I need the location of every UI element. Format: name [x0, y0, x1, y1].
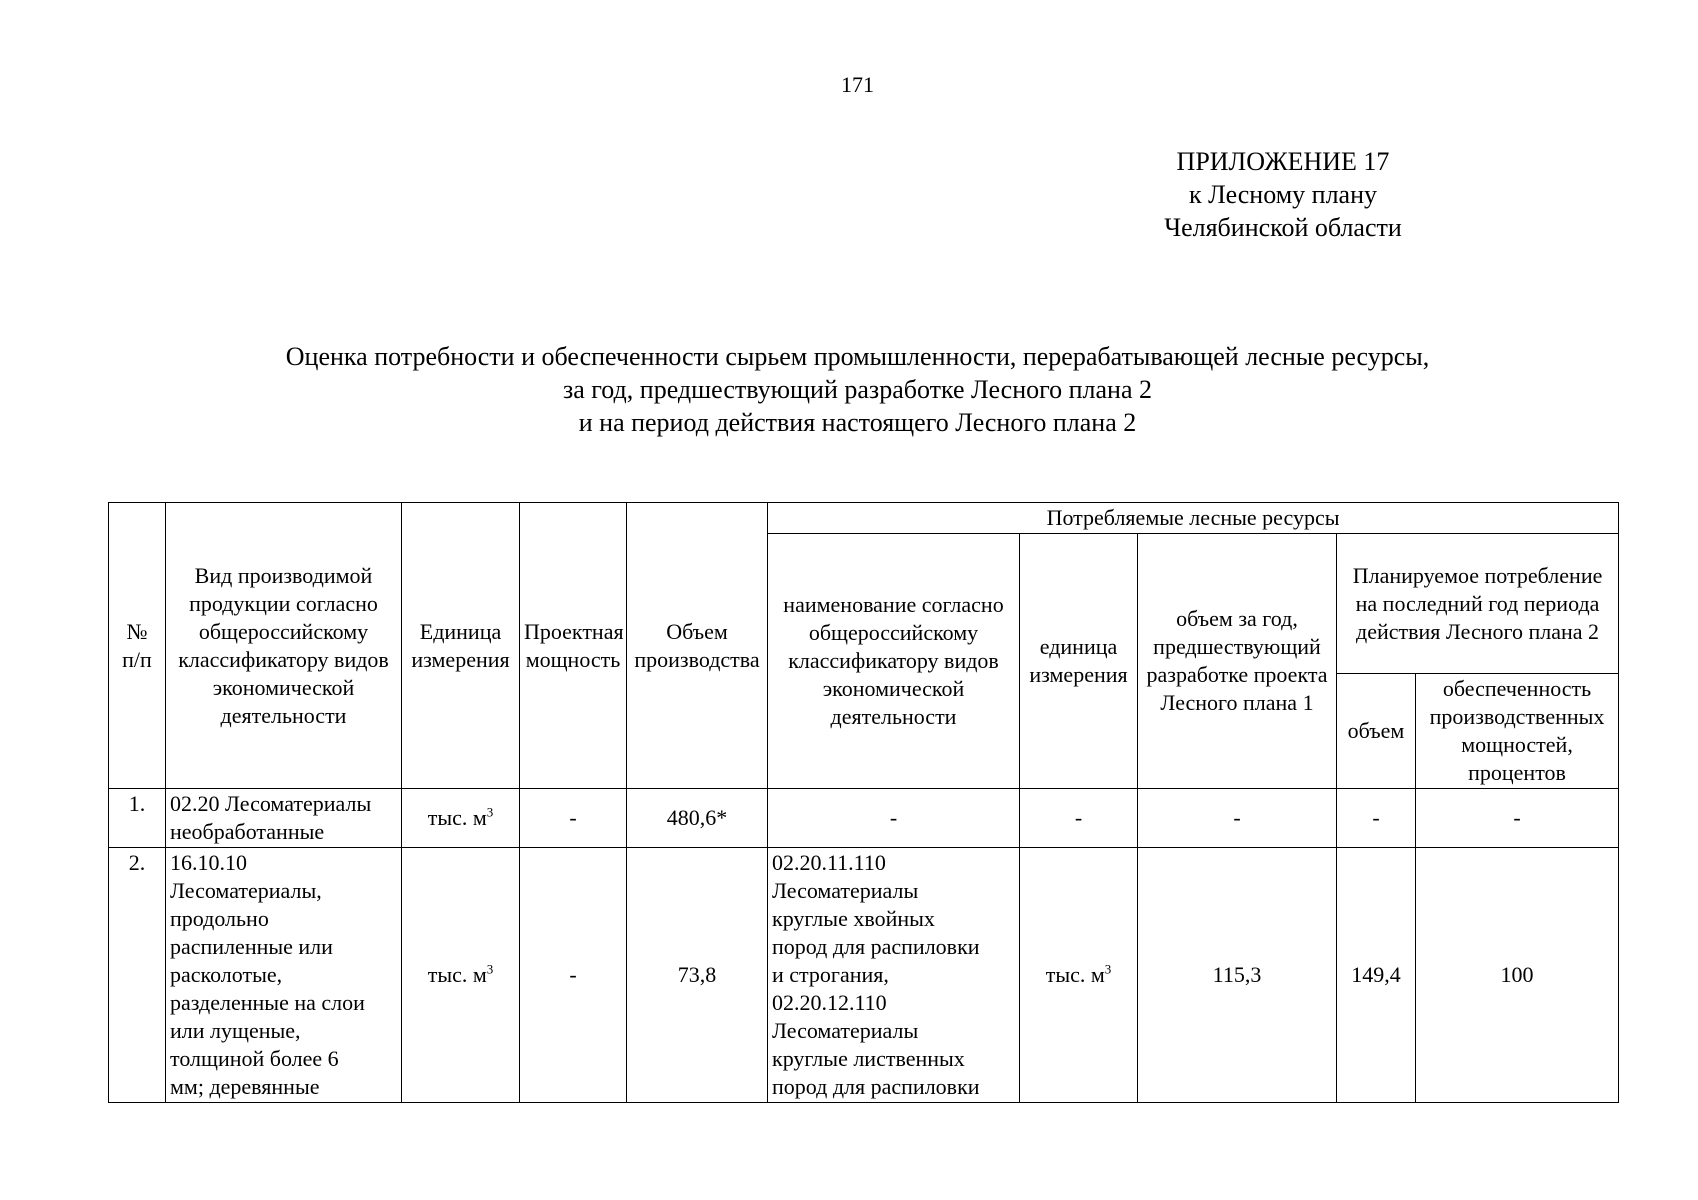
- header-unit: Единица измерения: [402, 503, 520, 789]
- header-planned-volume: объем: [1337, 674, 1416, 789]
- page-number: 171: [841, 72, 874, 97]
- row-unit: тыс. $м^3$: [402, 789, 520, 848]
- table-row: [109, 789, 1619, 848]
- appendix-line-3: Челябинской области: [1164, 213, 1402, 242]
- row-product: 16.10.10 Лесоматериалы, продольно распиленные или расколотые, разделенные на слои или лущеные, толщиной более 6 мм; деревянные: [166, 848, 402, 1103]
- header-resource-year-volume: объем за год, предшествующий разработке проекта Лесного плана 1: [1138, 534, 1337, 789]
- header-volume: Объем производства: [627, 503, 768, 789]
- resources-table: [108, 502, 1619, 1103]
- header-consumed-resources: Потребляемые лесные ресурсы: [768, 503, 1619, 534]
- table-row: [109, 848, 1619, 1103]
- header-planned-consumption: Планируемое потребление на последний год периода действия Лесного плана 2: [1337, 534, 1619, 674]
- header-num: № п/п: [109, 503, 166, 789]
- row-volume: 73,8: [627, 848, 768, 1103]
- title-line-1: Оценка потребности и обеспеченности сырьем промышленности, перерабатывающей лесные ресурсы,: [285, 342, 1430, 371]
- row-planned-supply: 100: [1416, 848, 1619, 1103]
- row-resource-name: -: [768, 789, 1020, 848]
- appendix-heading: [1123, 145, 1443, 244]
- row-resource-name: 02.20.11.110 Лесоматериалы круглые хвойных пород для распиловки и строгания, 02.20.12.110 Лесоматериалы круглые лиственных пород для распиловки: [768, 848, 1020, 1103]
- row-resource-unit: тыс. $м^3$: [1020, 848, 1138, 1103]
- row-planned-volume: -: [1337, 789, 1416, 848]
- header-resource-unit: единица измерения: [1020, 534, 1138, 789]
- row-unit: тыс. $м^3$: [402, 848, 520, 1103]
- title-line-2: за год, предшествующий разработке Лесного плана 2: [562, 375, 1153, 404]
- row-planned-volume: 149,4: [1337, 848, 1416, 1103]
- row-resource-year-volume: 115,3: [1138, 848, 1337, 1103]
- title-line-3: и на период действия настоящего Лесного плана 2: [578, 408, 1137, 437]
- document-title: [0, 340, 1698, 439]
- header-resource-name: наименование согласно общероссийскому классификатору видов экономической деятельности: [768, 534, 1020, 789]
- row-resource-year-volume: -: [1138, 789, 1337, 848]
- row-capacity: -: [520, 789, 627, 848]
- row-product: 02.20 Лесоматериалы необработанные: [166, 789, 402, 848]
- appendix-line-2: к Лесному плану: [1188, 180, 1378, 209]
- row-resource-unit: -: [1020, 789, 1138, 848]
- row-num: 2.: [109, 848, 166, 1103]
- row-volume: 480,6*: [627, 789, 768, 848]
- header-planned-supply: обеспеченность производственных мощностей, процентов: [1416, 674, 1619, 789]
- header-product: Вид производимой продукции согласно общероссийскому классификатору видов экономической деятельности: [166, 503, 402, 789]
- appendix-line-1: ПРИЛОЖЕНИЕ 17: [1176, 147, 1390, 176]
- row-capacity: -: [520, 848, 627, 1103]
- row-planned-supply: -: [1416, 789, 1619, 848]
- header-capacity: Проектная мощность: [520, 503, 627, 789]
- row-num: 1.: [109, 789, 166, 848]
